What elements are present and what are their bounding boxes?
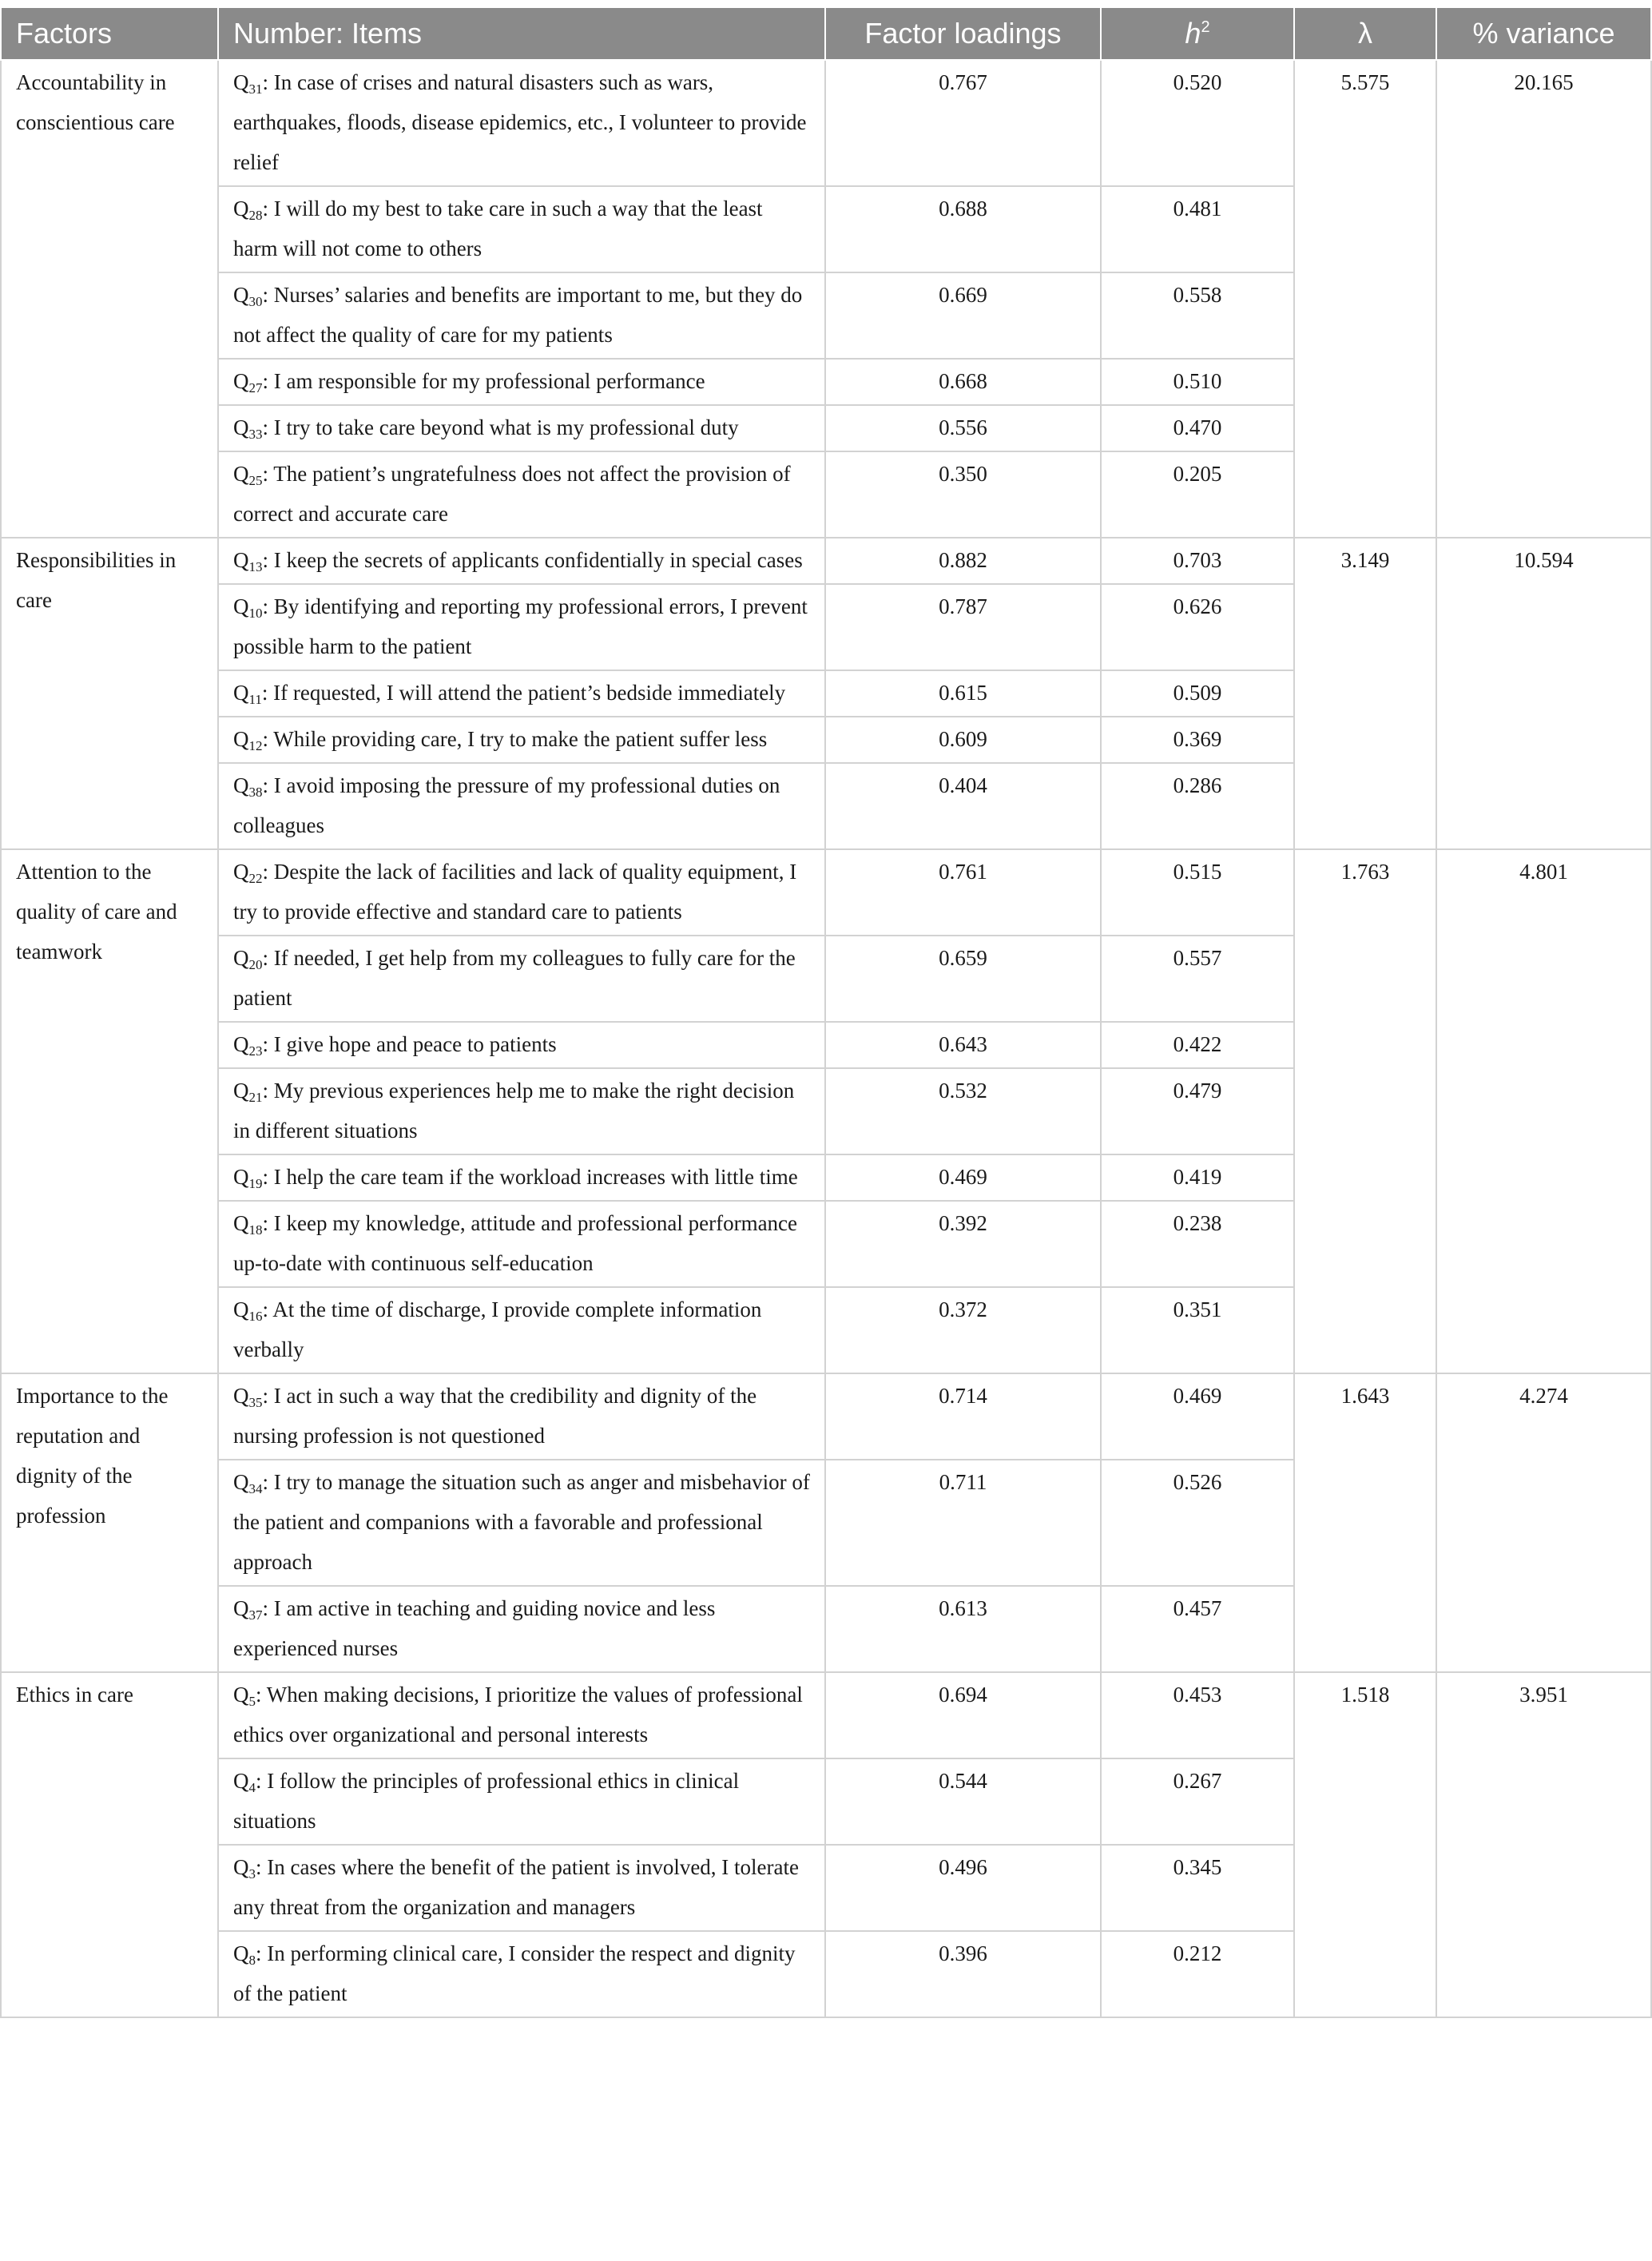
factor-loading-value: 0.714 <box>825 1373 1101 1460</box>
lambda-value: 1.763 <box>1294 849 1436 1373</box>
h2-value: 0.520 <box>1101 60 1294 186</box>
item-number-prefix: Q <box>233 462 249 486</box>
item-number-prefix: Q <box>233 369 249 393</box>
h2-value: 0.351 <box>1101 1287 1294 1373</box>
factor-loading-value: 0.659 <box>825 936 1101 1022</box>
item-number: 37 <box>248 1607 263 1623</box>
h2-value: 0.205 <box>1101 451 1294 538</box>
h2-value: 0.470 <box>1101 405 1294 451</box>
h2-value: 0.422 <box>1101 1022 1294 1068</box>
factor-loading-value: 0.609 <box>825 717 1101 763</box>
item-text: : Despite the lack of facilities and lack of quality equipment, I try to provide effective and standard care to patients <box>233 860 797 924</box>
item-number: 19 <box>248 1176 263 1191</box>
h2-value: 0.510 <box>1101 359 1294 405</box>
factor-loading-value: 0.761 <box>825 849 1101 936</box>
factor-loading-value: 0.396 <box>825 1931 1101 2017</box>
item-number: 11 <box>248 692 262 707</box>
item-text: : In case of crises and natural disasters such as wars, earthquakes, floods, disease epidemics, etc., I volunteer to provide relief <box>233 70 807 174</box>
table-row <box>1 849 1651 936</box>
item-cell <box>218 1373 825 1460</box>
item-cell <box>218 272 825 359</box>
item-number: 34 <box>248 1481 263 1496</box>
item-number-prefix: Q <box>233 681 249 705</box>
item-cell <box>218 1586 825 1672</box>
factor-name: Accountability in conscientious care <box>1 60 218 538</box>
h2-value: 0.238 <box>1101 1201 1294 1287</box>
h2-value: 0.453 <box>1101 1672 1294 1758</box>
col-header-items: Number: Items <box>218 7 825 60</box>
item-number-prefix: Q <box>233 727 249 751</box>
h2-value: 0.558 <box>1101 272 1294 359</box>
item-number: 5 <box>248 1694 256 1709</box>
item-text: : I follow the principles of professional ethics in clinical situations <box>233 1769 740 1833</box>
item-number-prefix: Q <box>233 1384 249 1408</box>
factor-loading-value: 0.615 <box>825 670 1101 717</box>
item-number: 13 <box>248 559 263 574</box>
factor-loading-value: 0.643 <box>825 1022 1101 1068</box>
item-cell <box>218 763 825 849</box>
item-number-prefix: Q <box>233 70 249 94</box>
item-number-prefix: Q <box>233 946 249 970</box>
item-number: 25 <box>248 473 263 488</box>
item-text: : By identifying and reporting my professional errors, I prevent possible harm to the patient <box>233 594 808 658</box>
header-row <box>1 7 1651 60</box>
col-header-factors: Factors <box>1 7 218 60</box>
variance-value: 4.274 <box>1436 1373 1651 1672</box>
item-text: : Nurses’ salaries and benefits are important to me, but they do not affect the quality of care for my patients <box>233 283 803 347</box>
col-header-lambda: λ <box>1294 7 1436 60</box>
item-cell <box>218 538 825 584</box>
item-number: 4 <box>248 1780 256 1795</box>
factor-loadings-table <box>0 6 1652 2018</box>
factor-name: Attention to the quality of care and teamwork <box>1 849 218 1373</box>
item-number: 35 <box>248 1395 263 1410</box>
item-text: : I try to manage the situation such as anger and misbehavior of the patient and companions with a favorable and professional approach <box>233 1470 810 1574</box>
table-row <box>1 60 1651 186</box>
item-text: : My previous experiences help me to make the right decision in different situations <box>233 1079 795 1142</box>
factor-loading-value: 0.556 <box>825 405 1101 451</box>
item-number: 28 <box>248 208 263 223</box>
factor-loading-value: 0.404 <box>825 763 1101 849</box>
item-text: : In cases where the benefit of the patient is involved, I tolerate any threat from the organization and managers <box>233 1855 799 1919</box>
item-text: : If needed, I get help from my colleagues to fully care for the patient <box>233 946 796 1010</box>
factor-loading-value: 0.787 <box>825 584 1101 670</box>
variance-value: 10.594 <box>1436 538 1651 849</box>
item-number-prefix: Q <box>233 1297 249 1321</box>
h2-value: 0.526 <box>1101 1460 1294 1586</box>
item-number-prefix: Q <box>233 773 249 797</box>
item-text: : I am responsible for my professional performance <box>262 369 705 393</box>
h2-value: 0.345 <box>1101 1845 1294 1931</box>
lambda-value: 1.518 <box>1294 1672 1436 2017</box>
lambda-value: 5.575 <box>1294 60 1436 538</box>
item-cell <box>218 1201 825 1287</box>
item-text: : I keep my knowledge, attitude and professional performance up-to-date with continuous self-education <box>233 1211 798 1275</box>
item-text: : I give hope and peace to patients <box>262 1032 557 1056</box>
lambda-value: 1.643 <box>1294 1373 1436 1672</box>
col-header-variance: % variance <box>1436 7 1651 60</box>
item-number-prefix: Q <box>233 197 249 221</box>
factor-name: Ethics in care <box>1 1672 218 2017</box>
factor-loading-value: 0.350 <box>825 451 1101 538</box>
item-number: 30 <box>248 294 263 309</box>
factor-loading-value: 0.469 <box>825 1154 1101 1201</box>
factor-loading-value: 0.372 <box>825 1287 1101 1373</box>
item-number-prefix: Q <box>233 1855 249 1879</box>
factor-loading-value: 0.532 <box>825 1068 1101 1154</box>
item-number-prefix: Q <box>233 1769 249 1793</box>
item-cell <box>218 1672 825 1758</box>
col-header-h2 <box>1101 7 1294 60</box>
item-cell <box>218 1931 825 2017</box>
h2-value: 0.626 <box>1101 584 1294 670</box>
item-cell <box>218 849 825 936</box>
variance-value: 4.801 <box>1436 849 1651 1373</box>
item-number-prefix: Q <box>233 860 249 884</box>
variance-value: 3.951 <box>1436 1672 1651 2017</box>
item-text: : In performing clinical care, I consider the respect and dignity of the patient <box>233 1941 796 2005</box>
item-number-prefix: Q <box>233 1165 249 1189</box>
item-number: 21 <box>248 1090 263 1105</box>
col-header-factor-loadings: Factor loadings <box>825 7 1101 60</box>
item-text: : I am active in teaching and guiding novice and less experienced nurses <box>233 1596 716 1660</box>
item-number-prefix: Q <box>233 415 249 439</box>
item-number-prefix: Q <box>233 1211 249 1235</box>
item-number-prefix: Q <box>233 594 249 618</box>
item-cell <box>218 186 825 272</box>
item-cell <box>218 1154 825 1201</box>
item-cell <box>218 670 825 717</box>
item-number-prefix: Q <box>233 1079 249 1103</box>
item-number: 23 <box>248 1043 263 1059</box>
item-text: : I keep the secrets of applicants confidentially in special cases <box>262 548 803 572</box>
h2-value: 0.515 <box>1101 849 1294 936</box>
factor-loading-value: 0.669 <box>825 272 1101 359</box>
h2-value: 0.509 <box>1101 670 1294 717</box>
h2-value: 0.481 <box>1101 186 1294 272</box>
item-text: : I try to take care beyond what is my professional duty <box>262 415 739 439</box>
item-cell <box>218 359 825 405</box>
item-cell <box>218 1022 825 1068</box>
factor-loading-value: 0.694 <box>825 1672 1101 1758</box>
item-text: : I help the care team if the workload increases with little time <box>262 1165 798 1189</box>
item-number: 3 <box>248 1866 256 1882</box>
h2-value: 0.286 <box>1101 763 1294 849</box>
variance-value: 20.165 <box>1436 60 1651 538</box>
h2-value: 0.457 <box>1101 1586 1294 1672</box>
item-number-prefix: Q <box>233 1683 249 1707</box>
item-text: : At the time of discharge, I provide complete information verbally <box>233 1297 762 1361</box>
factor-loading-value: 0.496 <box>825 1845 1101 1931</box>
item-text: : I avoid imposing the pressure of my professional duties on colleagues <box>233 773 780 837</box>
item-cell <box>218 1287 825 1373</box>
item-cell <box>218 60 825 186</box>
factor-loading-value: 0.668 <box>825 359 1101 405</box>
item-cell <box>218 936 825 1022</box>
table-row <box>1 1373 1651 1460</box>
item-number: 8 <box>248 1953 256 1968</box>
item-number: 10 <box>248 606 263 621</box>
h2-value: 0.212 <box>1101 1931 1294 2017</box>
item-cell <box>218 1845 825 1931</box>
item-cell <box>218 1460 825 1586</box>
h2-superscript: 2 <box>1201 18 1210 36</box>
item-text: : When making decisions, I prioritize the values of professional ethics over organizational and personal interests <box>233 1683 803 1746</box>
item-cell <box>218 405 825 451</box>
item-cell <box>218 717 825 763</box>
h2-value: 0.369 <box>1101 717 1294 763</box>
table-row <box>1 538 1651 584</box>
item-text: : While providing care, I try to make the patient suffer less <box>262 727 768 751</box>
item-number: 12 <box>248 738 263 753</box>
item-number-prefix: Q <box>233 548 249 572</box>
item-number-prefix: Q <box>233 1941 249 1965</box>
item-number-prefix: Q <box>233 1596 249 1620</box>
item-text: : The patient’s ungratefulness does not affect the provision of correct and accurate care <box>233 462 791 526</box>
item-number-prefix: Q <box>233 1470 249 1494</box>
lambda-value: 3.149 <box>1294 538 1436 849</box>
table-body <box>1 60 1651 2017</box>
table-row <box>1 1672 1651 1758</box>
item-number: 22 <box>248 871 263 886</box>
item-number: 27 <box>248 380 263 395</box>
item-number-prefix: Q <box>233 1032 249 1056</box>
factor-loading-value: 0.392 <box>825 1201 1101 1287</box>
item-number: 31 <box>248 81 263 97</box>
item-cell <box>218 584 825 670</box>
factor-loading-value: 0.882 <box>825 538 1101 584</box>
factor-loading-value: 0.544 <box>825 1758 1101 1845</box>
factor-name: Responsibilities in care <box>1 538 218 849</box>
item-cell <box>218 1068 825 1154</box>
factor-loading-value: 0.767 <box>825 60 1101 186</box>
item-text: : I act in such a way that the credibility and dignity of the nursing profession is not questioned <box>233 1384 757 1448</box>
h2-value: 0.267 <box>1101 1758 1294 1845</box>
item-cell <box>218 451 825 538</box>
item-cell <box>218 1758 825 1845</box>
item-number: 18 <box>248 1222 263 1238</box>
item-number: 16 <box>248 1309 263 1324</box>
item-number: 33 <box>248 427 263 442</box>
h2-value: 0.469 <box>1101 1373 1294 1460</box>
item-number: 38 <box>248 785 263 800</box>
factor-loading-value: 0.688 <box>825 186 1101 272</box>
h2-value: 0.419 <box>1101 1154 1294 1201</box>
item-number: 20 <box>248 957 263 972</box>
h2-value: 0.479 <box>1101 1068 1294 1154</box>
factor-loading-value: 0.711 <box>825 1460 1101 1586</box>
factor-name: Importance to the reputation and dignity of the profession <box>1 1373 218 1672</box>
item-text: : If requested, I will attend the patient’s bedside immediately <box>261 681 786 705</box>
h2-value: 0.557 <box>1101 936 1294 1022</box>
h2-symbol: h <box>1185 17 1201 50</box>
item-text: : I will do my best to take care in such a way that the least harm will not come to others <box>233 197 763 260</box>
h2-value: 0.703 <box>1101 538 1294 584</box>
item-number-prefix: Q <box>233 283 249 307</box>
factor-loading-value: 0.613 <box>825 1586 1101 1672</box>
